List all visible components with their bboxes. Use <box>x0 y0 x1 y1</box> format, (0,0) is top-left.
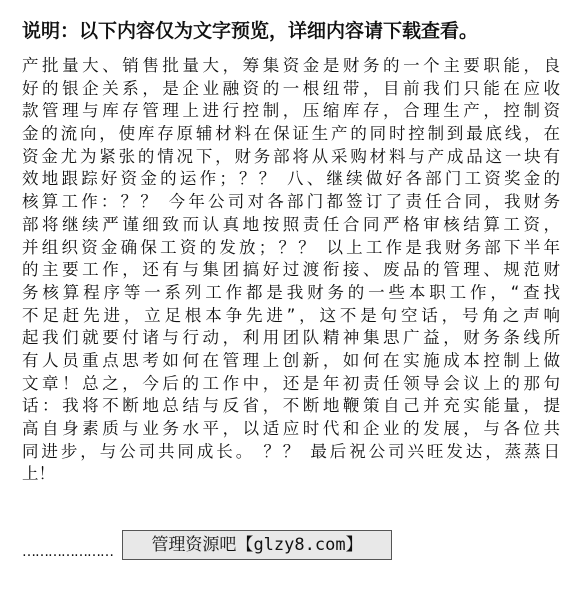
document-body <box>22 55 560 486</box>
preview-notice: 说明：以下内容仅为文字预览，详细内容请下载查看。 <box>22 20 479 42</box>
body-line: 同进步，与公司共同成长。 ？？ 最后祝公司兴旺发达，蒸蒸日 <box>22 441 560 461</box>
body-line: 好的银企关系，是企业融资的一根纽带，目前我们只能在应收 <box>22 78 560 98</box>
body-line: 的主要工作，还有与集团搞好过渡衔接、废品的管理、规范财 <box>22 260 560 280</box>
body-line: 上！ <box>22 464 55 484</box>
body-line: 产批量大、销售批量大，筹集资金是财务的一个主要职能，良 <box>22 56 560 75</box>
body-line: 部将继续严谨细致而认真地按照责任合同严格审核结算工资， <box>22 214 560 234</box>
source-domain: glzy8.com <box>253 535 346 555</box>
body-line: 起我们就要付诸与行动，利用团队精神集思广益，财务条线所 <box>22 328 560 348</box>
body-line: 不足赶先进，立足根本争先进”，这不是句空话，号角之声响 <box>22 305 560 325</box>
source-link-button[interactable] <box>122 530 392 560</box>
source-close: 】 <box>345 535 363 555</box>
body-line: 高自身素质与业务水平，以适应时代和企业的发展，与各位共 <box>22 419 560 438</box>
body-line: 务核算程序等一系列工作都是我财务的一些本职工作，“查找 <box>22 282 560 302</box>
body-line: 话：我将不断地总结与反省，不断地鞭策自己并充实能量，提 <box>22 396 560 416</box>
document-footer <box>22 530 422 562</box>
body-line: 有人员重点思考如何在管理上创新，如何在实施成本控制上做 <box>22 350 560 370</box>
body-line: 文章！总之，今后的工作中，还是年初责任领导会议上的那句 <box>22 373 560 393</box>
leader-dots: ………………… <box>22 544 113 560</box>
body-line: 资金尤为紧张的情况下，财务部将从采购材料与产成品这一块有 <box>22 146 560 166</box>
body-line: 核算工作：？？ 今年公司对各部门都签订了责任合同，我财务 <box>22 192 560 212</box>
body-line: 款管理与库存管理上进行控制，压缩库存，合理生产，控制资 <box>22 101 560 121</box>
body-line: 金的流向，使库存原辅材料在保证生产的同时控制到最底线，在 <box>22 124 560 144</box>
body-line: 效地跟踪好资金的运作；？？ 八、继续做好各部门工资奖金的 <box>22 169 560 189</box>
source-label: 管理资源吧【 <box>151 535 254 555</box>
body-line: 并组织资金确保工资的发放；？？ 以上工作是我财务部下半年 <box>22 237 560 257</box>
